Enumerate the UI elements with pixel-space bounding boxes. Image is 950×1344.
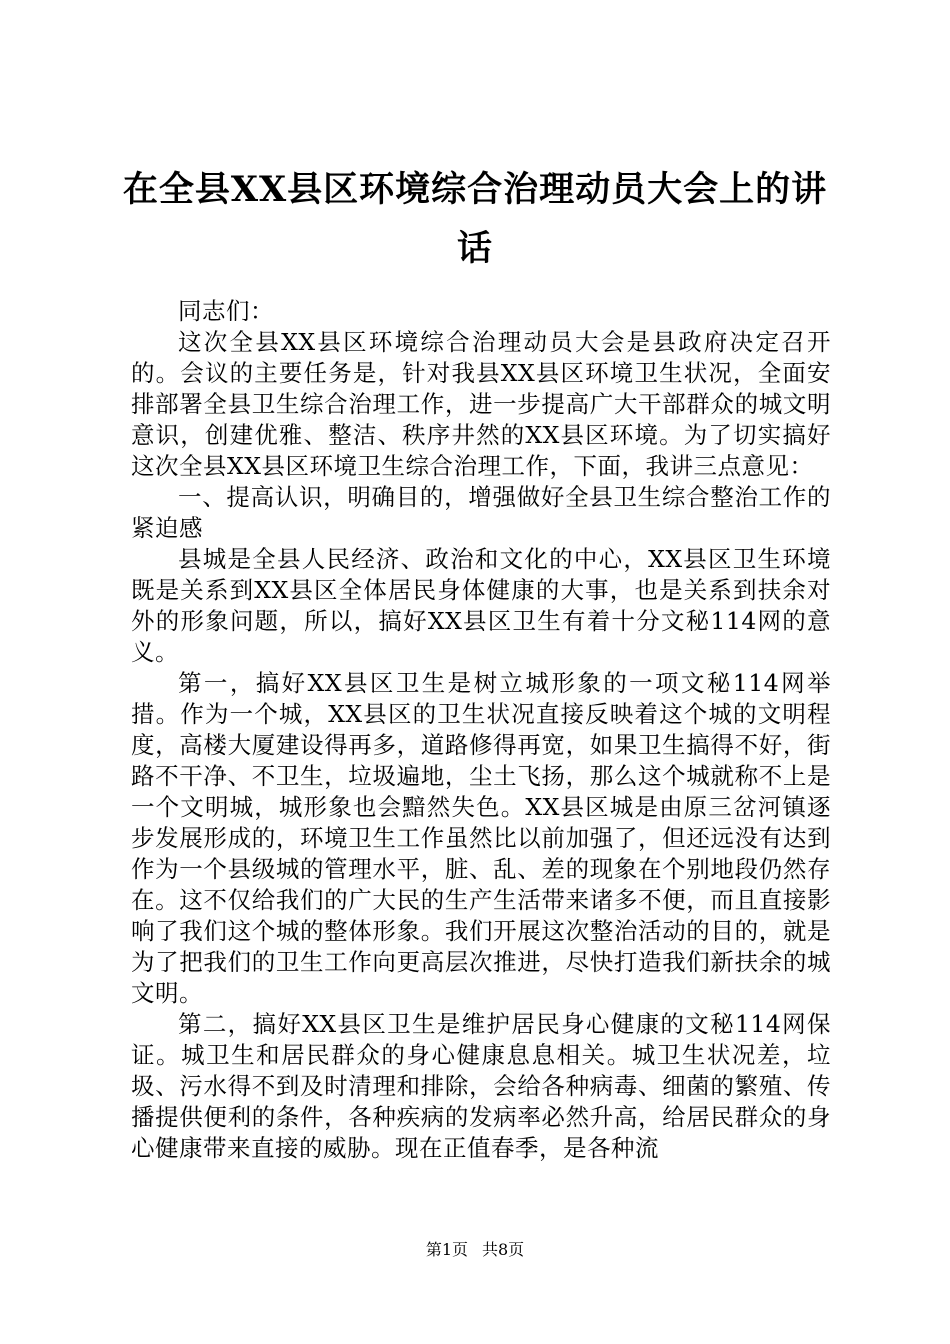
- paragraph-background: 县城是全县人民经济、政治和文化的中心，XX县区卫生环境既是关系到XX县区全体居民身体健康的大事，也是关系到扶余对外的形象问题，所以，搞好XX县区卫生有着十分文秘114网的意义。: [131, 545, 831, 666]
- paragraph-point-one: 第一，搞好XX县区卫生是树立城形象的一项文秘114网举措。作为一个城，XX县区的卫生状况直接反映着这个城的文明程度，高楼大厦建设得再多，道路修得再宽，如果卫生搞得不好，街路不干净、不卫生，垃圾遍地，尘土飞扬，那么这个城就称不上是一个文明城，城形象也会黯然失色。XX县区城是由原三岔河镇逐步发展形成的，环境卫生工作虽然比以前加强了，但还远没有达到作为一个县级城的管理水平，脏、乱、差的现象在个别地段仍然存在。这不仅给我们的广大民的生产生活带来诸多不便，而且直接影响了我们这个城的整体形象。我们开展这次整治活动的目的，就是为了把我们的卫生工作向更高层次推进，尽快打造我们新扶余的城文明。: [131, 669, 831, 1007]
- page-total: 共8页: [482, 1240, 525, 1259]
- salutation: 同志们：: [178, 297, 274, 325]
- document-body: [131, 296, 831, 1164]
- paragraph-point-two: 第二，搞好XX县区卫生是维护居民身心健康的文秘114网保证。城卫生和居民群众的身心健康息息相关。城卫生状况差，垃圾、污水得不到及时清理和排除，会给各种病毒、细菌的繁殖、传播提供便利的条件，各种疾病的发病率必然升高，给居民群众的身心健康带来直接的威胁。现在正值春季，是各种流: [131, 1010, 831, 1162]
- paragraph-intro: 这次全县XX县区环境综合治理动员大会是县政府决定召开的。会议的主要任务是，针对我县XX县区环境卫生状况，全面安排部署全县卫生综合治理工作，进一步提高广大干部群众的城文明意识，创建优雅、整洁、秩序井然的XX县区环境。为了切实搞好这次全县XX县区环境卫生综合治理工作，下面，我讲三点意见：: [131, 328, 831, 480]
- document-title: 在全县XX县区环境综合治理动员大会上的讲话: [122, 169, 828, 269]
- page-footer: [0, 1240, 950, 1260]
- page-number: 第1页: [425, 1240, 468, 1259]
- section-heading: 一、提高认识，明确目的，增强做好全县卫生综合整治工作的紧迫感: [131, 483, 831, 542]
